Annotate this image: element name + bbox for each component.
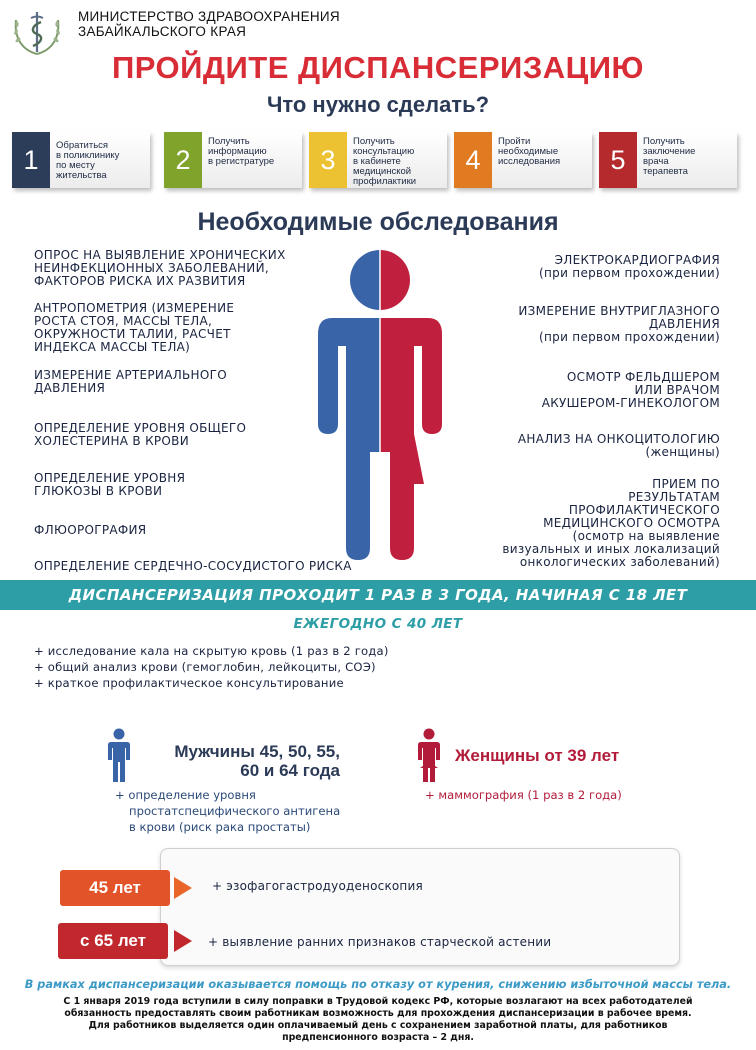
- page-subtitle: Что нужно сделать?: [266, 92, 490, 117]
- exam-item-eye-pressure: ИЗМЕРЕНИЕ ВНУТРИГЛАЗНОГО ДАВЛЕНИЯ (при первом прохождении): [518, 304, 720, 344]
- step-number: 2: [164, 132, 202, 188]
- exam-item-blood-pressure: ИЗМЕРЕНИЕ АРТЕРИАЛЬНОГО ДАВЛЕНИЯ: [34, 368, 227, 395]
- arrow-right-icon: [174, 930, 192, 952]
- exam-item-survey: ОПРОС НА ВЫЯВЛЕНИЕ ХРОНИЧЕСКИХ НЕИНФЕКЦИОННЫХ ЗАБОЛЕВАНИЙ, ФАКТОРОВ РИСКА ИХ РАЗВИТИЯ: [34, 248, 286, 288]
- annual-title: ЕЖЕГОДНО С 40 ЛЕТ: [293, 616, 463, 632]
- ministry-line-1: МИНИСТЕРСТВО ЗДРАВООХРАНЕНИЯ: [78, 9, 340, 24]
- arrow-right-icon: [174, 877, 192, 899]
- step-2: [164, 132, 302, 188]
- annual-list: [34, 643, 389, 691]
- list-item: + краткое профилактическое консультирование: [34, 676, 344, 690]
- ministry-name: [78, 9, 340, 39]
- step-3: [309, 132, 447, 188]
- women-age-title: Женщины от 39 лет: [455, 746, 620, 765]
- step-text: Получить консультацию в кабинете медицинской профилактики: [353, 136, 417, 187]
- woman-icon: [418, 728, 440, 784]
- exam-item-glucose: ОПРЕДЕЛЕНИЕ УРОВНЯ ГЛЮКОЗЫ В КРОВИ: [34, 471, 186, 498]
- exams-title: Необходимые обследования: [197, 208, 559, 236]
- men-ages-title: Мужчины 45, 50, 55, 60 и 64 года: [174, 742, 340, 780]
- male-female-figure-icon: [310, 248, 450, 564]
- men-extra-test: + определение уровня простатспецифического антигена в крови (риск рака простаты): [115, 788, 341, 834]
- step-number: 4: [454, 132, 492, 188]
- step-text: Обратиться в поликлинику по месту жительства: [56, 140, 120, 181]
- step-text: Получить заключение врача терапевта: [643, 136, 696, 177]
- exam-item-anthropometry: АНТРОПОМЕТРИЯ (ИЗМЕРЕНИЕ РОСТА СТОЯ, МАССЫ ТЕЛА, ОКРУЖНОСТИ ТАЛИИ, РАСЧЕТ ИНДЕКСА МАССЫ ТЕЛА): [34, 301, 235, 354]
- step-1: [12, 132, 150, 188]
- ministry-line-2: ЗАБАЙКАЛЬСКОГО КРАЯ: [78, 24, 247, 39]
- labor-law-note: С 1 января 2019 года вступили в силу поправки в Трудовой кодекс РФ, которые возлагают на всех работодателей обязанность предоставлять своим работникам возможность для прохождения диспансеризации в рабочее время. Для работников выделяется один оплачиваемый день с сохранением заработной платы, для работников предпенсионного возраста – 2 дня.: [63, 996, 693, 1043]
- women-extra-test: + маммография (1 раз в 2 года): [425, 788, 622, 802]
- list-item: + исследование кала на скрытую кровь (1 раз в 2 года): [34, 644, 389, 658]
- man-icon: [108, 728, 130, 784]
- age-45-test: + эзофагогастродуоденоскопия: [212, 879, 423, 893]
- step-text: Пройти необходимые исследования: [498, 136, 561, 167]
- exam-item-cytology: АНАЛИЗ НА ОНКОЦИТОЛОГИЮ (женщины): [517, 432, 720, 459]
- age-65-test: + выявление ранних признаков старческой астении: [208, 935, 552, 949]
- exam-item-gynecologist: ОСМОТР ФЕЛЬДШЕРОМ ИЛИ ВРАЧОМ АКУШЕРОМ-ГИНЕКОЛОГОМ: [541, 370, 720, 410]
- step-5: [599, 132, 737, 188]
- exam-item-ecg: ЭЛЕКТРОКАРДИОГРАФИЯ (при первом прохождении): [539, 253, 720, 280]
- exam-item-cardio-risk: ОПРЕДЕЛЕНИЕ СЕРДЕЧНО-СОСУДИСТОГО РИСКА: [34, 559, 352, 573]
- age-45-badge: 45 лет: [60, 870, 170, 906]
- page-title: ПРОЙДИТЕ ДИСПАНСЕРИЗАЦИЮ: [111, 50, 645, 85]
- step-number: 1: [12, 132, 50, 188]
- step-4: [454, 132, 592, 188]
- list-item: + общий анализ крови (гемоглобин, лейкоциты, СОЭ): [34, 660, 376, 674]
- age-65-badge: с 65 лет: [58, 923, 168, 959]
- exam-item-fluorography: ФЛЮОРОГРАФИЯ: [34, 523, 147, 537]
- exam-item-final-consultation: ПРИЕМ ПО РЕЗУЛЬТАТАМ ПРОФИЛАКТИЧЕСКОГО МЕДИЦИНСКОГО ОСМОТРА (осмотр на выявление визуальных и иных локализаций онкологических заболеваний): [502, 477, 720, 569]
- step-text: Получить информацию в регистратуре: [208, 136, 275, 167]
- frequency-banner: ДИСПАНСЕРИЗАЦИЯ ПРОХОДИТ 1 РАЗ В 3 ГОДА, НАЧИНАЯ С 18 ЛЕТ: [0, 580, 756, 610]
- exam-item-cholesterol: ОПРЕДЕЛЕНИЕ УРОВНЯ ОБЩЕГО ХОЛЕСТЕРИНА В КРОВИ: [34, 421, 247, 448]
- help-note: В рамках диспансеризации оказывается помощь по отказу от курения, снижению избыточной массы тела.: [24, 978, 732, 991]
- step-number: 5: [599, 132, 637, 188]
- step-number: 3: [309, 132, 347, 188]
